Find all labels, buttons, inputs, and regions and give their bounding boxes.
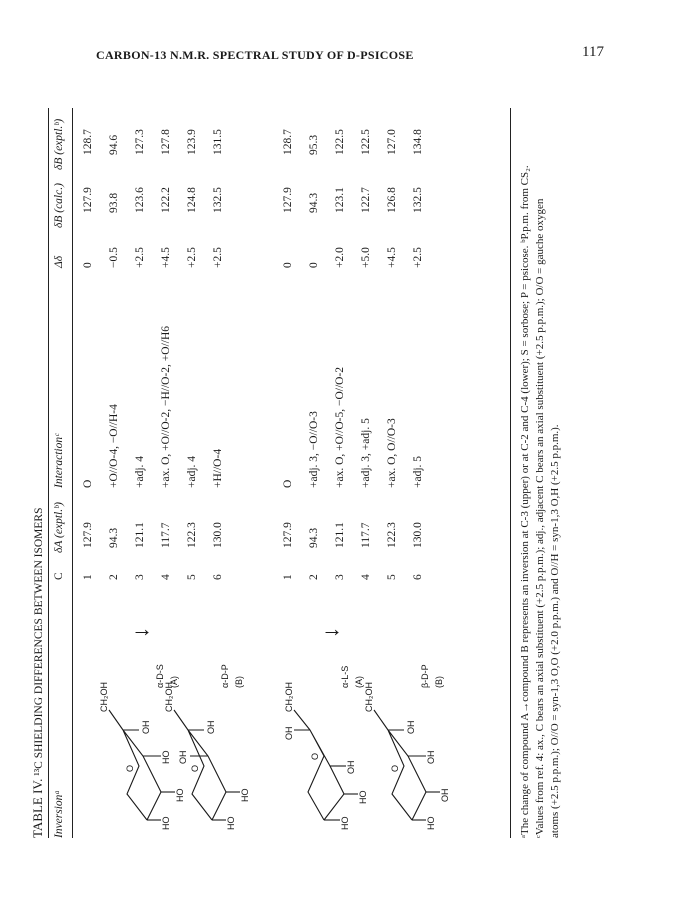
cell-interaction: +ax. O, +O//O-2, −H//O-2, +O//H6 xyxy=(160,325,172,488)
cell-delta-a: 127.9 xyxy=(82,522,94,548)
oh-label: OH xyxy=(440,788,450,802)
table-row xyxy=(134,108,150,838)
oh-label: OH xyxy=(206,720,216,734)
oh-label: OH xyxy=(178,750,188,764)
oh-label: OH xyxy=(141,720,151,734)
ho-label: HO xyxy=(226,816,236,830)
cell-delta-b-calc: 127.9 xyxy=(282,187,294,213)
cell-delta-b-exptl: 123.9 xyxy=(186,129,198,155)
cell-c: 1 xyxy=(82,574,94,580)
cell-delta-delta: +2.0 xyxy=(334,247,346,268)
cell-c: 4 xyxy=(160,574,172,580)
ho-label: HO xyxy=(340,816,350,830)
ho-label: HO xyxy=(358,790,368,804)
ho-label: HO xyxy=(426,816,436,830)
cell-delta-b-calc: 132.5 xyxy=(212,187,224,213)
cell-delta-delta: 0 xyxy=(308,262,320,268)
table-caption: ¹³C SHIELDING DIFFERENCES BETWEEN ISOMERS xyxy=(33,507,45,776)
structure-letter: (B) xyxy=(234,676,244,688)
ring-oxygen-label: O xyxy=(390,764,400,772)
cell-c: 5 xyxy=(386,574,398,580)
cell-delta-delta: −0.5 xyxy=(108,247,120,268)
oh-label: OH xyxy=(284,726,294,740)
ring-oxygen-label: O xyxy=(190,764,200,772)
cell-delta-delta: +4.5 xyxy=(160,247,172,268)
oh-label: OH xyxy=(346,760,356,774)
table-row xyxy=(108,108,124,838)
cell-delta-a: 122.3 xyxy=(186,522,198,548)
rule-bottom xyxy=(510,108,511,838)
cell-delta-delta: +2.5 xyxy=(412,247,424,268)
cell-c: 5 xyxy=(186,574,198,580)
cell-interaction: +adj. 3, +adj. 5 xyxy=(360,418,372,488)
ho-label: HO xyxy=(161,750,171,764)
ring-oxygen-label: O xyxy=(125,764,135,772)
arrow-down-icon: ↓ xyxy=(318,627,343,638)
cell-c: 2 xyxy=(308,574,320,580)
cell-delta-delta: +2.5 xyxy=(212,247,224,268)
col-delta-a: δA (exptl.ᵇ) xyxy=(53,501,65,553)
oh-label: OH xyxy=(406,720,416,734)
cell-interaction: +adj. 4 xyxy=(186,455,198,488)
page-header xyxy=(0,44,676,68)
ch2oh-label: CH₂OH xyxy=(164,682,174,712)
running-title: CARBON-13 N.M.R. SPECTRAL STUDY OF D-PSICOSE xyxy=(96,48,414,62)
table-row xyxy=(412,108,428,838)
ch2oh-label: CH₂OH xyxy=(284,682,294,712)
cell-delta-a: 130.0 xyxy=(212,522,224,548)
cell-delta-a: 130.0 xyxy=(412,522,424,548)
footnote-c-cont: atoms (+2.5 p.p.m.); O//O = syn-1,3 O,O (+2.0 p.p.m.) and O//H = syn-1,3 O,H (+2.5 p.p.m.). xyxy=(549,424,561,838)
cell-delta-a: 122.3 xyxy=(386,522,398,548)
cell-delta-delta: +4.5 xyxy=(386,247,398,268)
cell-delta-b-calc: 93.8 xyxy=(108,192,120,213)
col-interaction: Interactionᶜ xyxy=(53,433,65,488)
cell-delta-b-exptl: 127.8 xyxy=(160,129,172,155)
cell-c: 2 xyxy=(108,574,120,580)
structure-letter: (A) xyxy=(354,676,364,688)
cell-delta-b-calc: 132.5 xyxy=(412,187,424,213)
structure-letter: (B) xyxy=(434,676,444,688)
oh-label: OH xyxy=(426,750,436,764)
cell-delta-b-calc: 123.1 xyxy=(334,187,346,213)
cell-delta-delta: +2.5 xyxy=(134,247,146,268)
cell-delta-b-exptl: 128.7 xyxy=(82,129,94,155)
cell-delta-a: 121.1 xyxy=(334,522,346,548)
table-row xyxy=(82,108,98,838)
cell-delta-a: 94.3 xyxy=(108,527,120,548)
table-row xyxy=(160,108,176,838)
cell-c: 3 xyxy=(334,574,346,580)
cell-delta-b-exptl: 122.5 xyxy=(334,129,346,155)
structure-name: α-L-S xyxy=(340,665,350,688)
cell-delta-b-exptl: 127.3 xyxy=(134,129,146,155)
arrow-down-icon: ↓ xyxy=(128,627,153,638)
col-delta-b-calc: δB (calc.) xyxy=(53,183,65,228)
col-delta-b-exptl: δB (exptl.ᵇ) xyxy=(53,118,65,170)
cell-c: 4 xyxy=(360,574,372,580)
cell-delta-a: 117.7 xyxy=(360,522,372,548)
footnote-a: ᵃThe change of compound A→compound B represents an inversion at C-3 (upper) or at C-2 and C-4 (lower); S = sorbose; P = psicose. ᵇP.p.m. from CS₂. xyxy=(519,165,531,838)
cell-delta-b-calc: 123.6 xyxy=(134,187,146,213)
ch2oh-label: CH₂OH xyxy=(364,682,374,712)
cell-c: 6 xyxy=(212,574,224,580)
structure-letter: (A) xyxy=(169,676,179,688)
cell-delta-a: 117.7 xyxy=(160,522,172,548)
table-row xyxy=(212,108,228,838)
table-title xyxy=(30,508,46,838)
cell-interaction: +adj. 4 xyxy=(134,455,146,488)
cell-delta-delta: 0 xyxy=(82,262,94,268)
footnote-c: ᶜValues from ref. 4: ax., C bears an axial substituent (+2.5 p.p.m.); adj., adjacent C bears an axial substituent (+2.5 p.p.m.); O/O = gauche oxygen xyxy=(534,198,546,838)
cell-delta-b-calc: 122.2 xyxy=(160,187,172,213)
structure-name: β-D-P xyxy=(420,664,430,688)
cell-delta-b-exptl: 131.5 xyxy=(212,129,224,155)
cell-interaction: +H//O-4 xyxy=(212,448,224,488)
cell-delta-a: 121.1 xyxy=(134,522,146,548)
cell-c: 1 xyxy=(282,574,294,580)
table-row xyxy=(282,108,298,838)
rule-head xyxy=(72,108,73,838)
cell-delta-delta: 0 xyxy=(282,262,294,268)
table-row xyxy=(308,108,324,838)
rule-top xyxy=(48,108,49,838)
cell-delta-b-calc: 127.9 xyxy=(82,187,94,213)
page-number: 117 xyxy=(582,44,604,60)
cell-delta-b-exptl: 94.6 xyxy=(108,134,120,155)
ch2oh-label: CH₂OH xyxy=(99,682,109,712)
cell-delta-b-exptl: 127.0 xyxy=(386,129,398,155)
cell-interaction: O xyxy=(82,479,94,488)
cell-delta-b-exptl: 122.5 xyxy=(360,129,372,155)
cell-interaction: +ax. O, O//O-3 xyxy=(386,418,398,488)
ho-label: HO xyxy=(175,788,185,802)
structure-name: α-D-P xyxy=(220,664,230,688)
cell-delta-a: 127.9 xyxy=(282,522,294,548)
cell-delta-a: 94.3 xyxy=(308,527,320,548)
col-c: C xyxy=(53,572,65,580)
cell-delta-b-exptl: 95.3 xyxy=(308,134,320,155)
cell-interaction: +adj. 5 xyxy=(412,455,424,488)
ho-label: HO xyxy=(240,788,250,802)
table-row xyxy=(186,108,202,838)
col-inversion: Inversionᵃ xyxy=(53,789,65,838)
cell-interaction: +adj. 3, −O//O-3 xyxy=(308,411,320,488)
cell-interaction: +O//O-4, −O//H-4 xyxy=(108,404,120,488)
cell-interaction: +ax. O, +O//O-5, −O//O-2 xyxy=(334,366,346,488)
structure-name: α-D-S xyxy=(155,664,165,688)
ring-oxygen-label: O xyxy=(310,752,320,760)
cell-delta-b-exptl: 128.7 xyxy=(282,129,294,155)
col-delta-delta: Δδ xyxy=(53,255,65,268)
cell-c: 6 xyxy=(412,574,424,580)
table-label: TABLE IV. xyxy=(30,778,45,838)
cell-delta-delta: +2.5 xyxy=(186,247,198,268)
ho-label: HO xyxy=(161,816,171,830)
cell-delta-b-exptl: 134.8 xyxy=(412,129,424,155)
table-row xyxy=(386,108,402,838)
cell-interaction: O xyxy=(282,479,294,488)
cell-delta-b-calc: 122.7 xyxy=(360,187,372,213)
cell-c: 3 xyxy=(134,574,146,580)
cell-delta-b-calc: 94.3 xyxy=(308,192,320,213)
cell-delta-b-calc: 126.8 xyxy=(386,187,398,213)
table-row xyxy=(334,108,350,838)
table-row xyxy=(360,108,376,838)
cell-delta-b-calc: 124.8 xyxy=(186,187,198,213)
rotated-table xyxy=(30,108,590,838)
cell-delta-delta: +5.0 xyxy=(360,247,372,268)
